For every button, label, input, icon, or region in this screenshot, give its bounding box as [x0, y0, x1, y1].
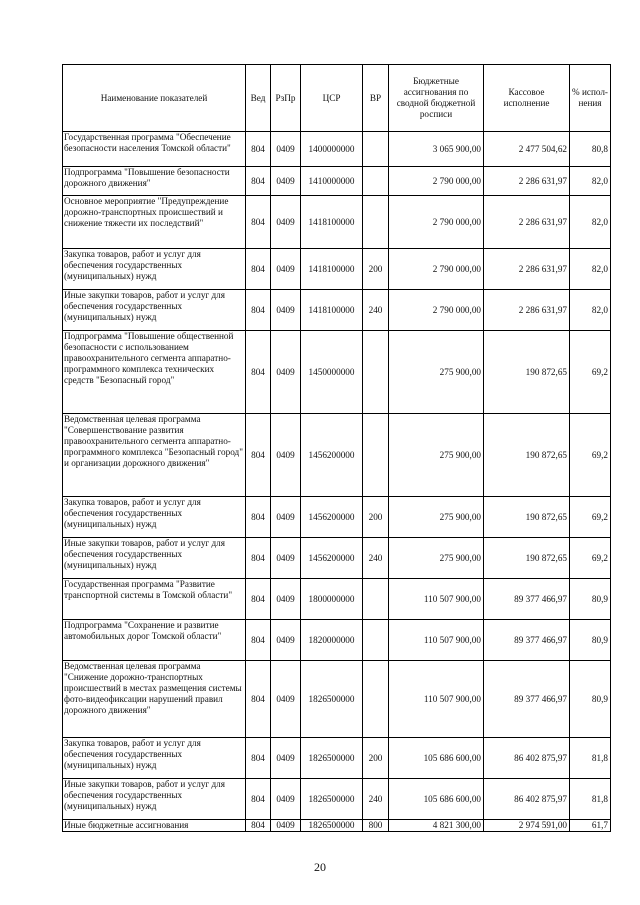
cell-budget: 105 686 600,00 [389, 779, 484, 820]
cell-pct: 61,7 [570, 820, 611, 832]
table-row [63, 331, 611, 414]
cell-name: Иные закупки товаров, работ и услуг для обеспечения государственных (муниципальных) нужд [63, 290, 246, 331]
table-row [63, 167, 611, 196]
cell-csr: 1456200000 [301, 497, 363, 538]
cell-vr: 200 [363, 497, 389, 538]
cell-vr [363, 579, 389, 620]
cell-name: Ведомственная целевая программа "Снижение дорожно-транспортных происшествий в местах размещения системы фото-видеофиксации нарушений правил дорожного движения" [63, 661, 246, 738]
cell-cash: 2 286 631,97 [484, 249, 570, 290]
budget-execution-table [62, 64, 611, 832]
header-cash: Кассовое исполнение [484, 65, 570, 132]
cell-cash: 190 872,65 [484, 331, 570, 414]
cell-pct: 69,2 [570, 414, 611, 497]
cell-csr: 1418100000 [301, 290, 363, 331]
cell-pct: 81,8 [570, 738, 611, 779]
cell-csr: 1450000000 [301, 331, 363, 414]
cell-ved: 804 [246, 167, 271, 196]
table-row [63, 414, 611, 497]
cell-cash: 2 286 631,97 [484, 167, 570, 196]
cell-vr [363, 132, 389, 167]
table-row [63, 538, 611, 579]
cell-rzpr: 0409 [271, 779, 301, 820]
cell-name: Основное мероприятие "Предупреждение дорожно-транспортных происшествий и снижение тяжести их последствий" [63, 196, 246, 249]
table-row [63, 820, 611, 832]
header-ved: Вед [246, 65, 271, 132]
cell-csr: 1820000000 [301, 620, 363, 661]
cell-vr: 240 [363, 538, 389, 579]
cell-name: Закупка товаров, работ и услуг для обеспечения государственных (муниципальных) нужд [63, 738, 246, 779]
cell-budget: 275 900,00 [389, 497, 484, 538]
cell-cash: 2 477 504,62 [484, 132, 570, 167]
cell-budget: 110 507 900,00 [389, 661, 484, 738]
cell-name: Подпрограмма "Повышение безопасности дорожного движения" [63, 167, 246, 196]
cell-ved: 804 [246, 820, 271, 832]
cell-ved: 804 [246, 290, 271, 331]
cell-rzpr: 0409 [271, 820, 301, 832]
cell-vr [363, 414, 389, 497]
cell-rzpr: 0409 [271, 738, 301, 779]
header-name: Наименование показателей [63, 65, 246, 132]
cell-budget: 2 790 000,00 [389, 196, 484, 249]
cell-vr: 800 [363, 820, 389, 832]
cell-vr: 240 [363, 290, 389, 331]
cell-ved: 804 [246, 779, 271, 820]
cell-pct: 69,2 [570, 331, 611, 414]
cell-rzpr: 0409 [271, 661, 301, 738]
cell-pct: 80,9 [570, 661, 611, 738]
table-row [63, 497, 611, 538]
table-row [63, 779, 611, 820]
cell-pct: 80,9 [570, 620, 611, 661]
cell-rzpr: 0409 [271, 414, 301, 497]
table-row [63, 620, 611, 661]
cell-pct: 82,0 [570, 290, 611, 331]
cell-budget: 2 790 000,00 [389, 249, 484, 290]
cell-ved: 804 [246, 497, 271, 538]
cell-cash: 190 872,65 [484, 497, 570, 538]
cell-ved: 804 [246, 331, 271, 414]
cell-rzpr: 0409 [271, 497, 301, 538]
header-budget: Бюджетные ассигнования по сводной бюджетной росписи [389, 65, 484, 132]
cell-ved: 804 [246, 738, 271, 779]
table-row [63, 661, 611, 738]
cell-pct: 81,8 [570, 779, 611, 820]
cell-pct: 82,0 [570, 249, 611, 290]
header-rzpr: РзПр [271, 65, 301, 132]
cell-rzpr: 0409 [271, 167, 301, 196]
cell-cash: 89 377 466,97 [484, 661, 570, 738]
cell-name: Ведомственная целевая программа "Совершенствование развития правоохранительного сегмента аппаратно-программного комплекса "Безопасный город" и организации дорожного движения" [63, 414, 246, 497]
cell-ved: 804 [246, 620, 271, 661]
cell-csr: 1418100000 [301, 249, 363, 290]
cell-pct: 69,2 [570, 497, 611, 538]
cell-name: Подпрограмма "Повышение общественной безопасности с использованием правоохранительного сегмента аппаратно-программного комплекса технических средств "Безопасный город" [63, 331, 246, 414]
cell-csr: 1400000000 [301, 132, 363, 167]
cell-name: Государственная программа "Развитие транспортной системы в Томской области" [63, 579, 246, 620]
cell-budget: 275 900,00 [389, 538, 484, 579]
cell-name: Иные закупки товаров, работ и услуг для обеспечения государственных (муниципальных) нужд [63, 779, 246, 820]
cell-ved: 804 [246, 538, 271, 579]
cell-cash: 2 974 591,00 [484, 820, 570, 832]
cell-ved: 804 [246, 414, 271, 497]
cell-vr: 200 [363, 249, 389, 290]
cell-vr: 200 [363, 738, 389, 779]
cell-budget: 275 900,00 [389, 331, 484, 414]
cell-cash: 86 402 875,97 [484, 738, 570, 779]
cell-csr: 1800000000 [301, 579, 363, 620]
cell-budget: 4 821 300,00 [389, 820, 484, 832]
cell-budget: 3 065 900,00 [389, 132, 484, 167]
table-row [63, 132, 611, 167]
cell-name: Закупка товаров, работ и услуг для обеспечения государственных (муниципальных) нужд [63, 497, 246, 538]
header-vr: ВР [363, 65, 389, 132]
cell-rzpr: 0409 [271, 620, 301, 661]
table-row [63, 290, 611, 331]
cell-ved: 804 [246, 132, 271, 167]
cell-rzpr: 0409 [271, 196, 301, 249]
table-row [63, 196, 611, 249]
table-header-row [63, 65, 611, 132]
cell-name: Иные закупки товаров, работ и услуг для обеспечения государственных (муниципальных) нужд [63, 538, 246, 579]
cell-vr [363, 331, 389, 414]
page-number: 20 [314, 860, 326, 874]
cell-vr [363, 167, 389, 196]
cell-csr: 1456200000 [301, 538, 363, 579]
cell-csr: 1826500000 [301, 661, 363, 738]
cell-cash: 2 286 631,97 [484, 290, 570, 331]
cell-budget: 275 900,00 [389, 414, 484, 497]
cell-cash: 89 377 466,97 [484, 620, 570, 661]
cell-budget: 110 507 900,00 [389, 579, 484, 620]
cell-vr [363, 661, 389, 738]
cell-ved: 804 [246, 249, 271, 290]
cell-pct: 80,9 [570, 579, 611, 620]
cell-name: Государственная программа "Обеспечение безопасности населения Томской области" [63, 132, 246, 167]
cell-cash: 190 872,65 [484, 414, 570, 497]
cell-rzpr: 0409 [271, 249, 301, 290]
cell-csr: 1418100000 [301, 196, 363, 249]
cell-budget: 2 790 000,00 [389, 167, 484, 196]
cell-rzpr: 0409 [271, 290, 301, 331]
cell-vr [363, 196, 389, 249]
cell-budget: 2 790 000,00 [389, 290, 484, 331]
cell-name: Иные бюджетные ассигнования [63, 820, 246, 832]
cell-ved: 804 [246, 661, 271, 738]
budget-table-sheet [62, 64, 610, 832]
cell-name: Подпрограмма "Сохранение и развитие автомобильных дорог Томской области" [63, 620, 246, 661]
cell-pct: 82,0 [570, 167, 611, 196]
header-pct: % испол-нения [570, 65, 611, 132]
cell-csr: 1826500000 [301, 779, 363, 820]
header-csr: ЦСР [301, 65, 363, 132]
cell-csr: 1456200000 [301, 414, 363, 497]
cell-vr [363, 620, 389, 661]
cell-rzpr: 0409 [271, 331, 301, 414]
table-body [63, 132, 611, 832]
cell-rzpr: 0409 [271, 579, 301, 620]
table-row [63, 738, 611, 779]
table-row [63, 249, 611, 290]
cell-budget: 110 507 900,00 [389, 620, 484, 661]
cell-cash: 89 377 466,97 [484, 579, 570, 620]
cell-cash: 86 402 875,97 [484, 779, 570, 820]
cell-pct: 69,2 [570, 538, 611, 579]
cell-ved: 804 [246, 196, 271, 249]
cell-budget: 105 686 600,00 [389, 738, 484, 779]
cell-name: Закупка товаров, работ и услуг для обеспечения государственных (муниципальных) нужд [63, 249, 246, 290]
cell-csr: 1410000000 [301, 167, 363, 196]
cell-cash: 2 286 631,97 [484, 196, 570, 249]
cell-rzpr: 0409 [271, 132, 301, 167]
cell-vr: 240 [363, 779, 389, 820]
cell-cash: 190 872,65 [484, 538, 570, 579]
cell-csr: 1826500000 [301, 820, 363, 832]
cell-csr: 1826500000 [301, 738, 363, 779]
cell-pct: 80,8 [570, 132, 611, 167]
cell-rzpr: 0409 [271, 538, 301, 579]
cell-ved: 804 [246, 579, 271, 620]
table-row [63, 579, 611, 620]
cell-pct: 82,0 [570, 196, 611, 249]
